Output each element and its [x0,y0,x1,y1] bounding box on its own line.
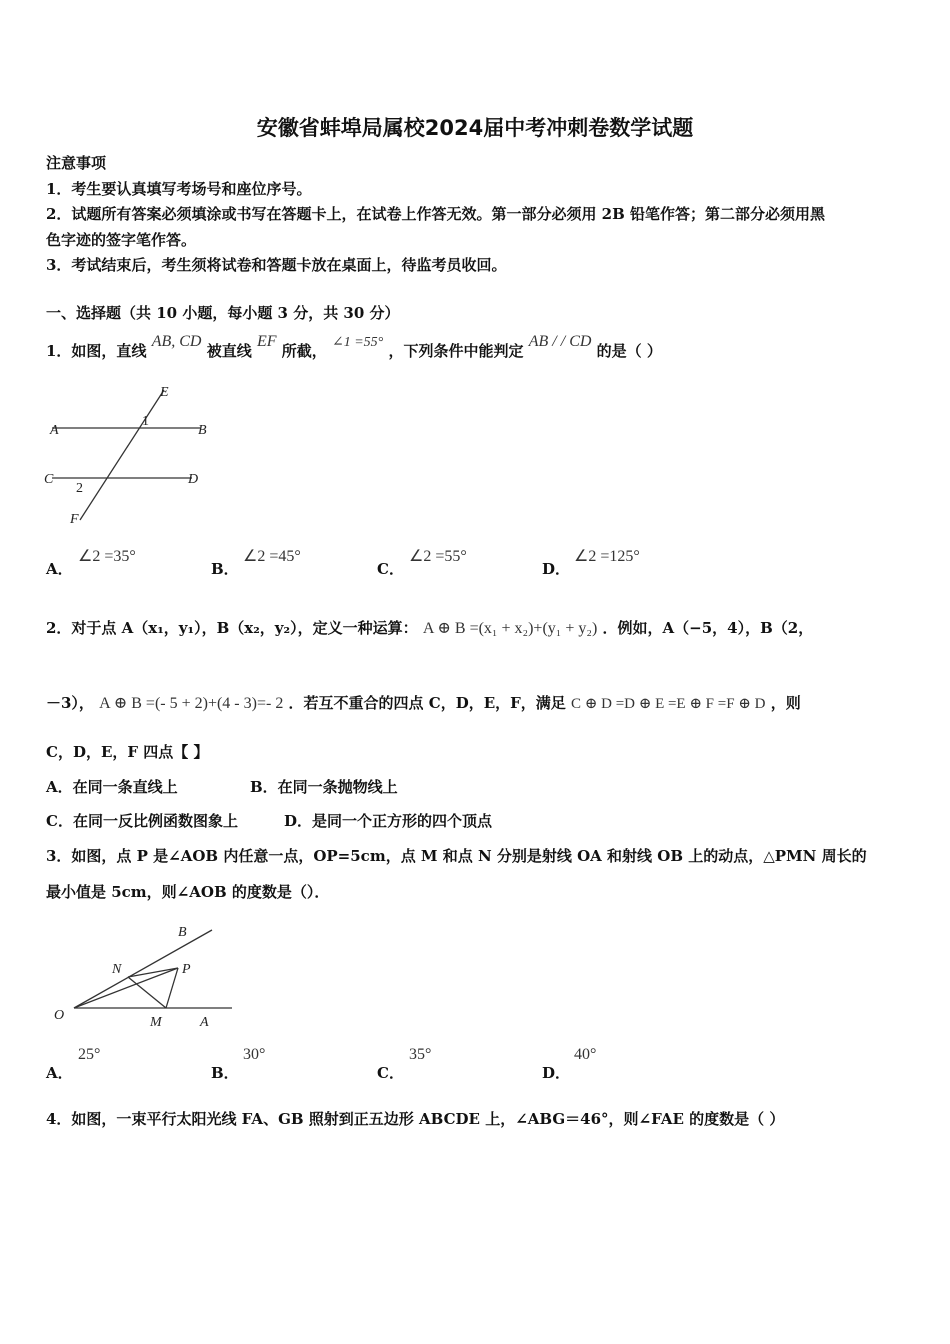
label-a: A [50,423,59,438]
q1-option-c-value: ∠2 =55° [409,548,467,565]
question-1-stem [46,333,662,361]
question-4-line1: 4．如图，一束平行太阳光线 FA、GB 照射到正五边形 ABCDE 上，∠ABG＝46°，则∠FAE 的度数是（ ） [46,1110,785,1128]
segment-nm [128,977,166,1008]
q2-text: ．若互不重合的四点 C，D，E，F，满足 [288,694,566,712]
notice-item: 2．试题所有答案必须填涂或书写在答题卡上，在试卷上作答无效。第一部分必须用 2B 铅笔作答；第二部分必须用黑 [46,205,826,223]
q1-math-parallel: AB / / CD [528,333,592,350]
q2-text: ．例如，A（−5，4），B（2， [602,619,814,637]
q2-math-def: A ⊕ B =(x₁ + x₂)+(y₁ + y₂) [422,620,598,637]
q3-option-a-value: 25° [78,1046,101,1063]
label-n: N [112,962,122,977]
q2-option-b: B．在同一条抛物线上 [250,778,398,796]
question-2-line1 [46,617,813,638]
ray-ob [74,930,212,1008]
question-2-line2 [46,692,801,713]
q2-text: －3）， [46,694,94,712]
label-o: O [54,1008,65,1023]
page-title: 安徽省蚌埠局属校2024届中考冲刺卷数学试题 [256,116,694,140]
q1-option-d-letter: D． [542,560,571,578]
q3-option-b-letter: B． [211,1064,239,1082]
notice-item: 3．考试结束后，考生须将试卷和答题卡放在桌面上，待监考员收回。 [46,256,507,274]
q2-option-d: D．是同一个正方形的四个顶点 [284,812,493,830]
q1-text: 的是（ ） [596,342,662,360]
q3-option-d-letter: D． [542,1064,571,1082]
label-b: B [198,423,207,438]
label-p: P [182,962,191,977]
notice-item: 色字迹的签字笔作答。 [46,231,197,249]
q3-option-b-value: 30° [243,1046,266,1063]
segment-pm [166,968,178,1008]
label-f: F [70,512,79,527]
label-a: A [200,1015,209,1030]
q2-math-condition: C ⊕ D =D ⊕ E =E ⊕ F =F ⊕ D [571,696,766,712]
q2-text: ，则 [770,694,801,712]
q3-option-c-value: 35° [409,1046,432,1063]
label-d: D [188,472,199,487]
q1-option-a-letter: A． [46,560,73,578]
q1-math-ab-cd: AB, CD [151,333,202,350]
q2-text: 2．对于点 A（x₁，y₁），B（x₂，y₂），定义一种运算： [46,619,418,637]
notice-heading: 注意事项 [46,154,107,172]
question-2-line3: C，D，E，F 四点【 】 [46,743,209,761]
q1-option-c-letter: C． [377,560,404,578]
q2-option-a: A．在同一条直线上 [46,778,178,796]
line-ef [80,390,164,520]
q3-option-c-letter: C． [377,1064,404,1082]
q1-option-d-value: ∠2 =125° [574,548,640,565]
question-3-line1: 3．如图，点 P 是∠AOB 内任意一点，OP=5cm，点 M 和点 N 分别是射线 OA 和射线 OB 上的动点，△PMN 周长的 [46,847,867,865]
notice-item: 1．考生要认真填写考场号和座位序号。 [46,180,312,198]
label-c: C [44,472,54,487]
q1-option-a-value: ∠2 =35° [78,548,136,565]
question-3-line2: 最小值是 5cm，则∠AOB 的度数是（）． [46,883,330,901]
q1-text: 所截， [281,342,327,360]
q1-option-b-value: ∠2 =45° [243,548,301,565]
q1-text: 被直线 [206,342,252,360]
q1-math-angle1: ∠1 =55° [331,335,384,350]
q2-option-c: C．在同一反比例函数图象上 [46,812,238,830]
q1-text: 1．如图，直线 [46,342,147,360]
q1-option-b-letter: B． [211,560,239,578]
q1-math-ef: EF [256,333,277,350]
q1-figure [40,380,230,530]
label-angle-1: 1 [142,414,149,429]
label-e: E [160,385,169,400]
q3-option-d-value: 40° [574,1046,597,1063]
q3-option-a-letter: A． [46,1064,73,1082]
label-m: M [150,1015,162,1030]
q1-text: ，下列条件中能判定 [388,342,524,360]
section-heading: 一、选择题（共 10 小题，每小题 3 分，共 30 分） [46,304,400,322]
segment-op [74,968,178,1008]
label-b: B [178,925,187,940]
q3-figure [48,920,248,1035]
q2-math-example: A ⊕ B =(- 5 + 2)+(4 - 3)=- 2 [99,695,284,712]
label-angle-2: 2 [76,481,83,496]
